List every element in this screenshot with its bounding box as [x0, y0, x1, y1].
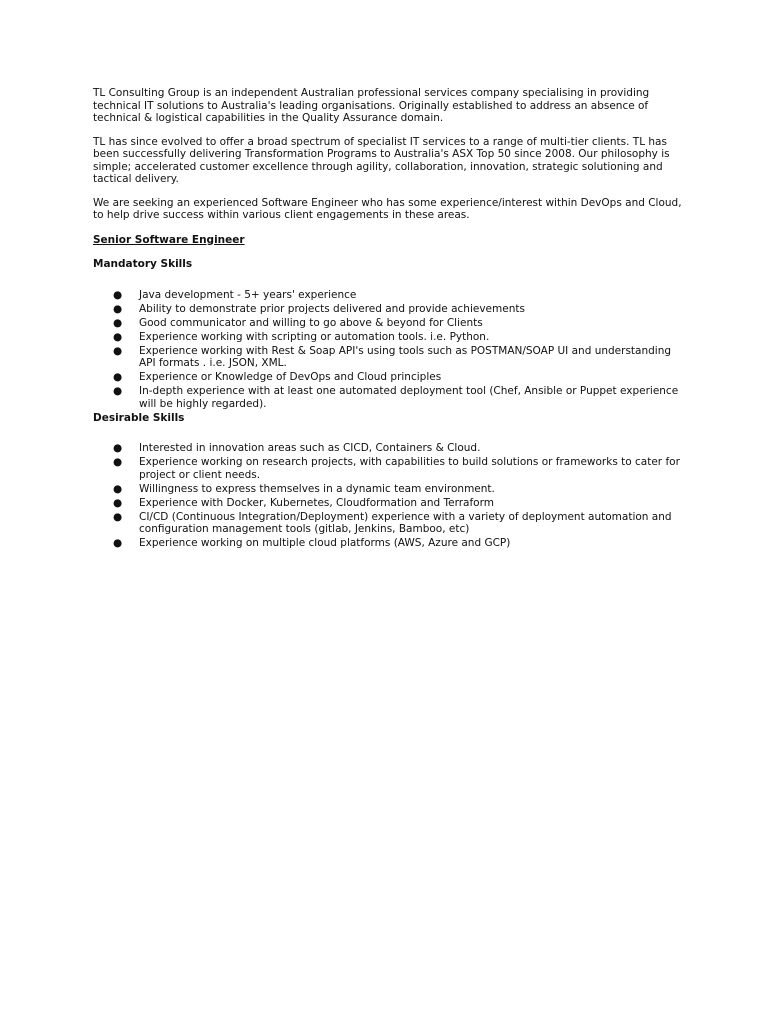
bullet-icon: ● — [113, 385, 123, 397]
intro-paragraph-history: TL has since evolved to offer a broad spectrum of specialist IT services to a range of multi-tier clients. TL has been successfully delivering Transformation Programs to Australia's ASX Top 50 since 2008. Our philosophy is simple; accelerated customer excellence through agility, collaboration, innovation, strategic solutioning and tactical delivery. — [93, 135, 670, 185]
list-item — [93, 483, 683, 496]
desirable-skills-list — [93, 442, 683, 550]
desirable-skill-text: Experience working on research projects, with capabilities to build solutions or frameworks to cater for project or client needs. — [139, 456, 680, 481]
bullet-icon: ● — [113, 482, 123, 495]
bullet-icon: ● — [113, 496, 123, 509]
bullet-icon: ● — [113, 442, 123, 454]
bullet-icon: ● — [113, 302, 123, 315]
list-item — [93, 371, 683, 384]
desirable-skills-heading: Desirable Skills — [93, 411, 185, 424]
bullet-icon: ● — [113, 344, 123, 357]
list-item — [93, 511, 683, 536]
list-item — [93, 497, 683, 510]
mandatory-skills-heading: Mandatory Skills — [93, 258, 193, 270]
mandatory-skill-text: In-depth experience with at least one automated deployment tool (Chef, Ansible or Puppet experience will be highly regarded). — [139, 385, 679, 410]
mandatory-skill-text: Experience or Knowledge of DevOps and Cloud principles — [139, 371, 442, 383]
desirable-skill-text: Experience working on multiple cloud platforms (AWS, Azure and GCP) — [139, 537, 511, 549]
list-item — [93, 289, 683, 302]
mandatory-skill-text: Ability to demonstrate prior projects delivered and provide achievements — [139, 302, 525, 315]
role-title: Senior Software Engineer — [93, 233, 245, 246]
desirable-skill-text: CI/CD (Continuous Integration/Deployment) experience with a variety of deployment automation and configuration management tools (gitlab, Jenkins, Bamboo, etc) — [139, 510, 672, 535]
intro-paragraph-role: We are seeking an experienced Software Engineer who has some experience/interest within DevOps and Cloud, to help drive success within various client engagements in these areas. — [93, 196, 682, 221]
bullet-icon: ● — [113, 316, 123, 329]
desirable-skill-text: Experience with Docker, Kubernetes, Cloudformation and Terraform — [139, 496, 494, 509]
list-item — [93, 345, 683, 370]
desirable-skill-text: Interested in innovation areas such as CICD, Containers & Cloud. — [139, 442, 481, 454]
document-page — [93, 87, 683, 551]
bullet-icon: ● — [113, 537, 123, 549]
mandatory-skill-text: Experience working with Rest & Soap API's using tools such as POSTMAN/SOAP UI and understanding API formats . i.e. JSON, XML. — [139, 344, 672, 369]
intro-paragraph-company: TL Consulting Group is an independent Australian professional services company specialising in providing technical IT solutions to Australia's leading organisations. Originally established to address an absence of technical & logistical capabilities in the Quality Assurance domain. — [93, 87, 650, 124]
bullet-icon: ● — [113, 330, 123, 343]
bullet-icon: ● — [113, 288, 123, 301]
mandatory-skill-text: Java development - 5+ years' experience — [139, 288, 357, 301]
bullet-icon: ● — [113, 456, 123, 468]
bullet-icon: ● — [113, 371, 123, 383]
mandatory-skill-text: Experience working with scripting or automation tools. i.e. Python. — [139, 330, 490, 343]
mandatory-skill-text: Good communicator and willing to go above & beyond for Clients — [139, 316, 483, 329]
list-item — [93, 456, 683, 481]
desirable-skill-text: Willingness to express themselves in a dynamic team environment. — [139, 482, 495, 495]
mandatory-skills-list — [93, 289, 683, 411]
list-item — [93, 385, 683, 410]
bullet-icon: ● — [113, 510, 123, 523]
list-item — [93, 317, 683, 330]
list-item — [93, 303, 683, 316]
list-item — [93, 537, 683, 550]
list-item — [93, 442, 683, 455]
list-item — [93, 331, 683, 344]
